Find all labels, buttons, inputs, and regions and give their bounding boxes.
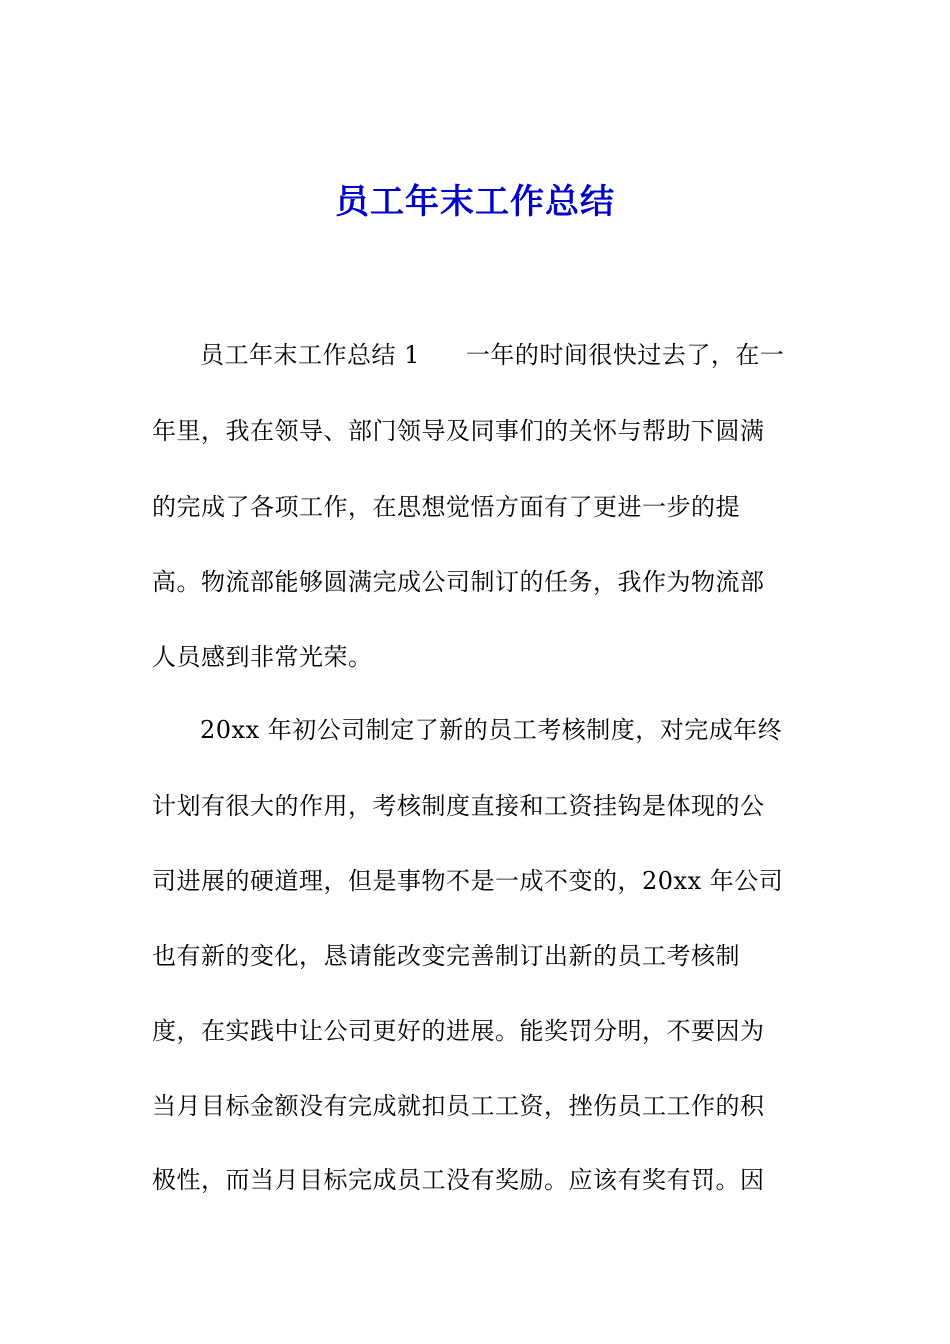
paragraph-line: 司进展的硬道理，但是事物不是一成不变的，20xx 年公司: [152, 867, 784, 895]
paragraph-line: 人员感到非常光荣。: [152, 643, 373, 671]
document-title: 员工年末工作总结: [335, 182, 615, 222]
paragraph-line: 度，在实践中让公司更好的进展。能奖罚分明，不要因为: [152, 1017, 765, 1045]
paragraph-line: 年里，我在领导、部门领导及同事们的关怀与帮助下圆满: [152, 417, 765, 445]
paragraph-line: 计划有很大的作用，考核制度直接和工资挂钩是体现的公: [152, 792, 765, 820]
paragraph-line: 20xx 年初公司制定了新的员工考核制度，对完成年终: [200, 716, 783, 744]
paragraph-line: 高。物流部能够圆满完成公司制订的任务，我作为物流部: [152, 568, 765, 596]
section-heading: 员工年末工作总结 1: [200, 341, 420, 369]
paragraph-line: 极性，而当月目标完成员工没有奖励。应该有奖有罚。因: [152, 1166, 765, 1194]
paragraph-line: 也有新的变化，恳请能改变完善制订出新的员工考核制: [152, 942, 740, 970]
paragraph-text: 一年的时间很快过去了，在一: [465, 341, 785, 369]
paragraph-line: 当月目标金额没有完成就扣员工工资，挫伤员工工作的积: [152, 1092, 765, 1120]
paragraph-line: [200, 338, 784, 372]
paragraph-line: 的完成了各项工作，在思想觉悟方面有了更进一步的提: [152, 493, 740, 521]
